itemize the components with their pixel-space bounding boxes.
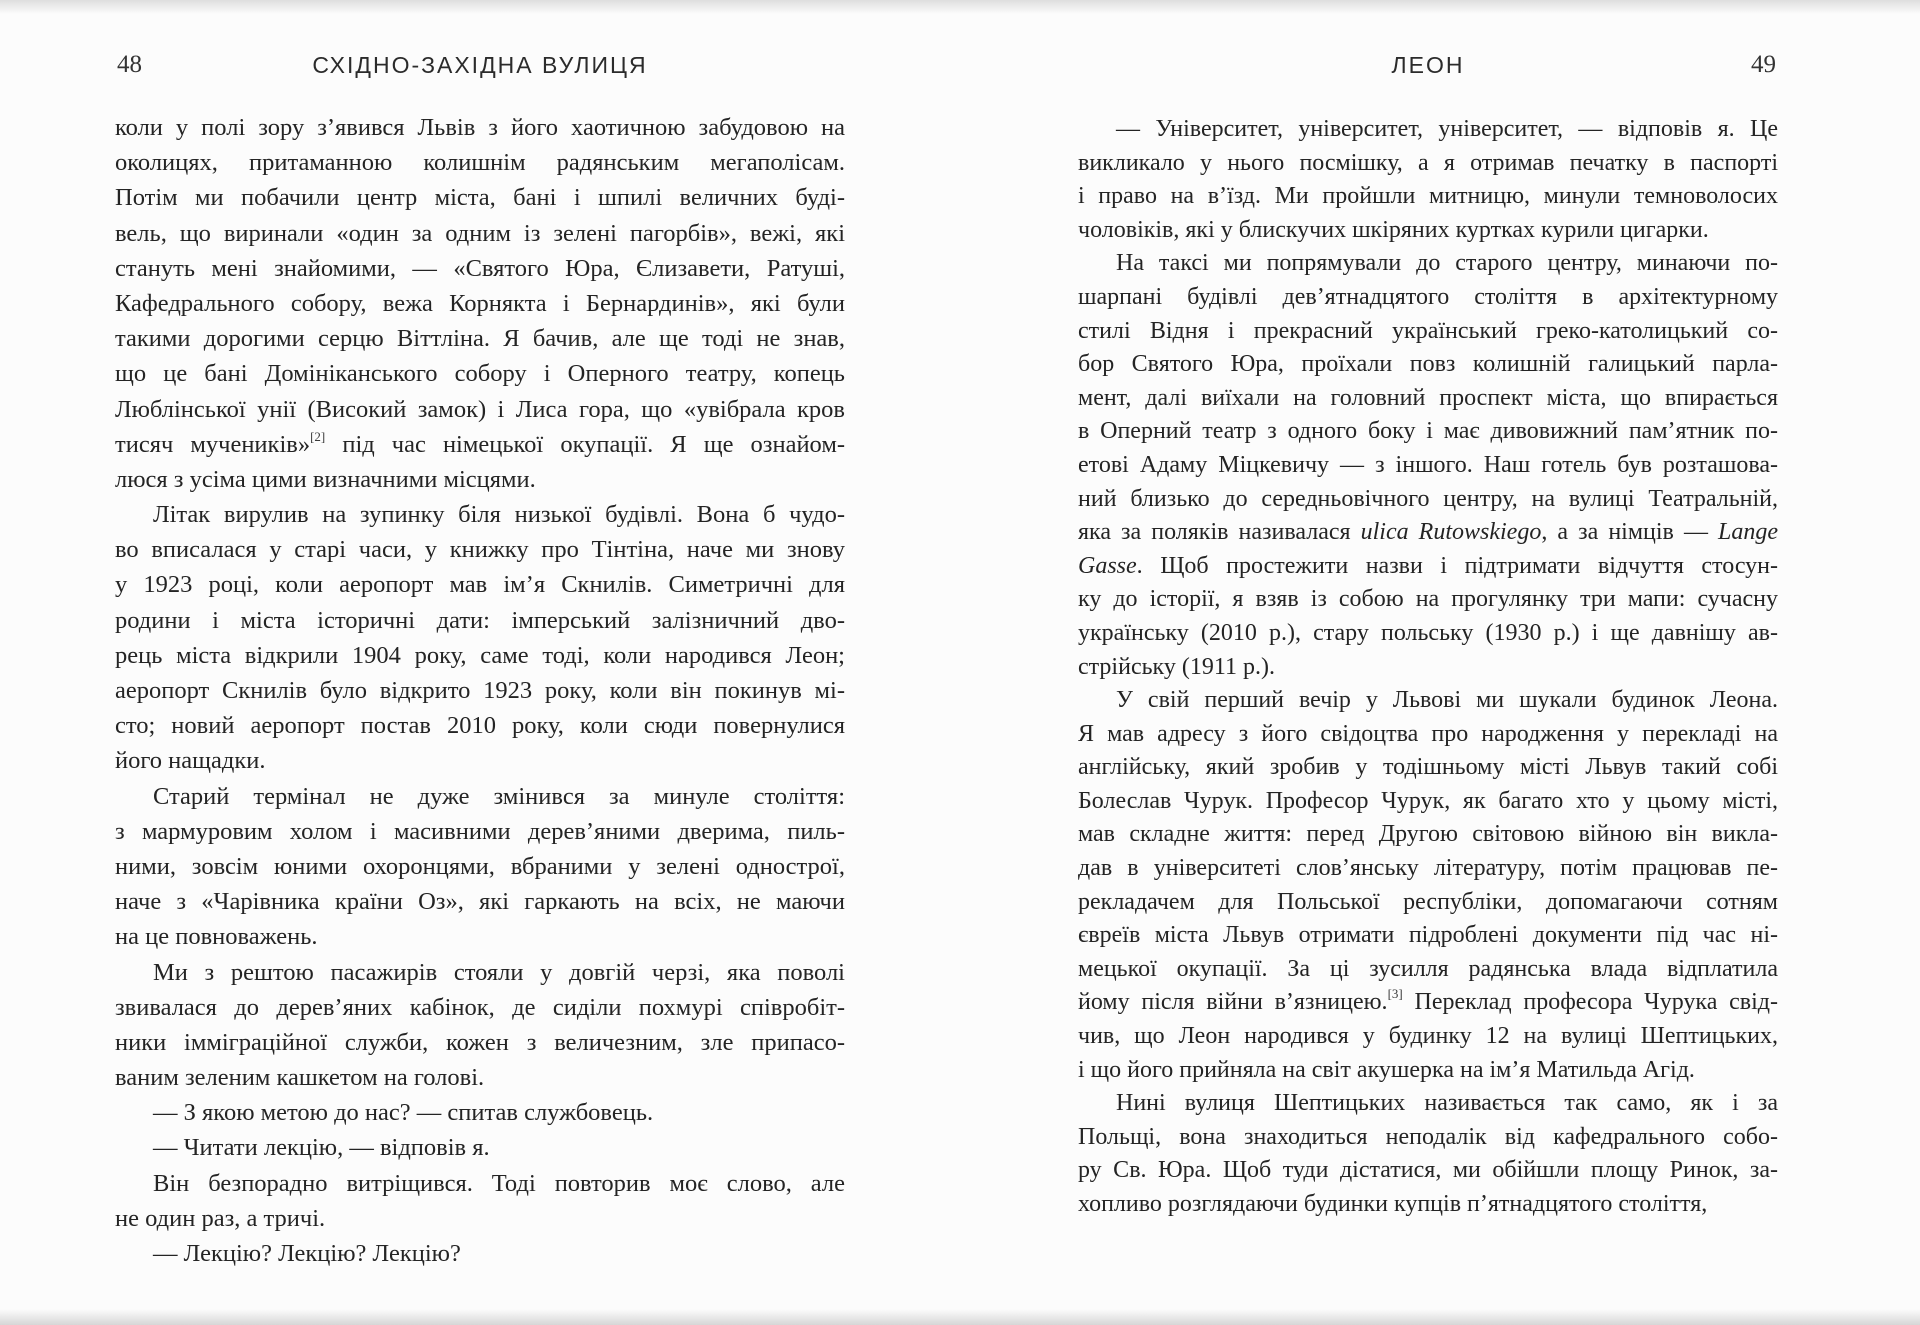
text-line: вель, що виринали «один за одним із зелені пагорбів», вежі, які [115,219,845,247]
text-line: такими дорогими серцю Віттліна. Я бачив, але ще тоді не знав, [115,325,845,353]
paragraph [115,1166,845,1236]
text-line: стануть мені знайомими, — «Святого Юра, Єлизавети, Ратуші, [115,254,845,282]
text-line: Він безпорадно витріщився. Тоді повторив моє слово, але [153,1169,845,1197]
text-line: аеропорт Скнилів було відкрито 1923 року, коли він покинув мі- [115,677,845,704]
text-line: ру Св. Юра. Щоб туди дістатися, ми обійшли площу Ринок, за- [1078,1157,1778,1184]
text-line: Літак вирулив на зупинку біля низької будівлі. Вона б чудо- [153,501,845,529]
text-line: англійську, який зробив у тодішньому місті Львув такий собі [1078,754,1778,781]
text-column-left [115,110,845,1271]
text-line: йому після війни в’язницею.[3] Переклад професора Чурука свід- [1078,986,1778,1016]
page-right [1078,0,1778,1325]
text-line: бор Святого Юра, проїхали повз колишній галицький парла- [1078,351,1778,378]
text-line: звивалася до дерев’яних кабінок, де сиділи похмурі співробіт- [115,993,845,1021]
text-line: коли у полі зору з’явився Львів з його хаотичною забудовою на [115,114,845,141]
running-head-left: СХІДНО-ЗАХІДНА ВУЛИЦЯ [312,52,648,78]
text-line: у 1923 році, коли аеропорт мав ім’я Скнилів. Симетричні для [115,571,845,599]
text-line: Потім ми побачили центр міста, бані і шпилі величних буді- [115,184,845,212]
text-line: ний близько до середньовічного центру, на вулиці Театральній, [1078,485,1778,512]
text-line: викликало у нього посмішку, а я отримав печатку в паспорті [1078,149,1778,176]
text-line: — З якою метою до нас? — спитав службовець. [153,1099,654,1127]
text-line: ники імміграційної служби, кожен з величезним, зле припасо- [115,1028,845,1056]
text-line: стилі Відня і прекрасний український греко-католицький со- [1078,317,1778,344]
text-line: ними, зовсім юними охоронцями, вбраними у зелені однострої, [115,852,845,880]
text-line: чив, що Леон народився у будинку 12 на вулиці Шептицьких, [1078,1023,1778,1050]
text-line: дав в університеті слов’янську літературу, потім працював пе- [1078,855,1778,882]
text-line: рекладачем для Польської республіки, допомагаючи сотням [1078,888,1778,915]
text-line: Gasse. Щоб простежити назви і підтримати відчуття стосун- [1078,552,1778,579]
paragraph [1078,1087,1778,1221]
text-line: люся з усіма цими визначними місцями. [115,465,536,493]
paragraph [115,955,845,1096]
text-line: Кафедрального собору, вежа Корнякта і Бернардинів», які були [115,289,845,317]
text-line: Нині вулиця Шептицьких називається так само, як і за [1116,1090,1778,1117]
text-line: околицях, притаманною колишнім радянським мегаполісам. [115,149,845,177]
page-number-right: 49 [1751,51,1776,78]
text-line: — Лекцію? Лекцію? Лекцію? [153,1240,461,1267]
text-line: — Університет, університет, університет, — відповів я. Це [1116,116,1778,142]
text-line: рець міста відкрили 1904 року, саме тоді, коли народився Леон; [115,641,845,669]
text-line: його нащадки. [115,747,266,775]
text-line: шарпані будівлі дев’ятнадцятого століття в архітектурному [1078,283,1778,310]
text-line: — Читати лекцію, — відповів я. [153,1134,490,1162]
text-line: з мармуровим холом і масивними дерев’яними дверима, пиль- [115,817,845,845]
text-line: хопливо розглядаючи будинки купців п’ятнадцятого століття, [1078,1191,1708,1217]
text-line: ку до історії, я взяв із собою на прогулянку три мапи: сучасну [1078,586,1778,613]
paragraph [115,110,845,497]
text-line: У свій перший вечір у Львові ми шукали будинок Леона. [1116,687,1778,714]
paragraph [115,1130,845,1165]
text-line: українську (2010 р.), стару польську (1930 р.) і ще давнішу ав- [1078,619,1778,646]
paragraph [115,1236,845,1271]
page-right-header-row [1078,50,1778,80]
text-line: во вписалася у старі часи, у книжку про Тінтіна, наче ми знову [115,536,845,564]
text-line: яка за поляків називалася ulica Rutowskiego, а за німців — Lange [1078,519,1778,546]
text-line: що це бані Домініканського собору і Оперного театру, копець [115,360,845,388]
text-line: Старий термінал не дуже змінився за минуле століття: [153,782,845,810]
text-line: стрійську (1911 р.). [1078,653,1275,680]
text-line: тисяч мучеників»[2] під час німецької окупації. Я ще ознайом- [115,428,845,458]
text-line: і право на в’їзд. Ми пройшли митницю, минули темноволосих [1078,183,1778,210]
text-line: мав складне життя: перед Другою світовою війною він викла- [1078,821,1778,848]
text-line: мецької окупації. За ці зусилля радянська влада відплатила [1078,955,1778,982]
text-line: Польщі, вона знаходиться неподалік від кафедрального собо- [1078,1123,1778,1150]
text-line: наче з «Чарівника країни Оз», які гаркають на всіх, не маючи [115,888,845,916]
text-line: в Оперний театр з одного боку і має дивовижний пам’ятник по- [1078,418,1778,445]
text-line: Я мав адресу з його свідоцтва про народження у перекладі на [1078,720,1778,747]
running-head-right: ЛЕОН [1391,52,1465,78]
text-line: не один раз, а тричі. [115,1204,326,1232]
paragraph [115,1095,845,1130]
paragraph [1078,684,1778,1087]
page-left [115,0,845,1325]
text-line: етові Адаму Міцкевичу — з іншого. Наш готель був розташова- [1078,451,1778,478]
page-number-left: 48 [117,51,142,78]
text-line: і що його прийняла на світ акушерка на ім’я Матильда Агід. [1078,1056,1695,1083]
text-line: мент, далі виїхали на головний проспект міста, що впирається [1078,384,1778,411]
paragraph [115,497,845,779]
paragraph [115,779,845,955]
page-left-header-row [115,50,845,80]
text-column-right [1078,113,1778,1222]
paragraph [1078,247,1778,684]
text-line: родини і міста історичні дати: імперський залізничний дво- [115,606,845,634]
text-line: На таксі ми попрямували до старого центру, минаючи по- [1116,250,1778,277]
text-line: євреїв міста Львув отримати підроблені документи під час ні- [1078,922,1778,949]
text-line: Болеслав Чурук. Професор Чурук, як багато хто у цьому місті, [1078,787,1778,814]
text-line: Люблінської унії (Високий замок) і Лиса гора, що «увібрала кров [115,395,845,423]
text-line: на це повноважень. [115,923,318,951]
text-line: сто; новий аеропорт постав 2010 року, коли сюди повернулися [115,712,845,740]
paragraph [1078,113,1778,247]
text-line: Ми з рештою пасажирів стояли у довгій черзі, яка поволі [153,958,845,986]
text-line: ваним зеленим кашкетом на голові. [115,1064,485,1092]
text-line: чоловіків, які у блискучих шкіряних куртках курили цигарки. [1078,216,1709,243]
